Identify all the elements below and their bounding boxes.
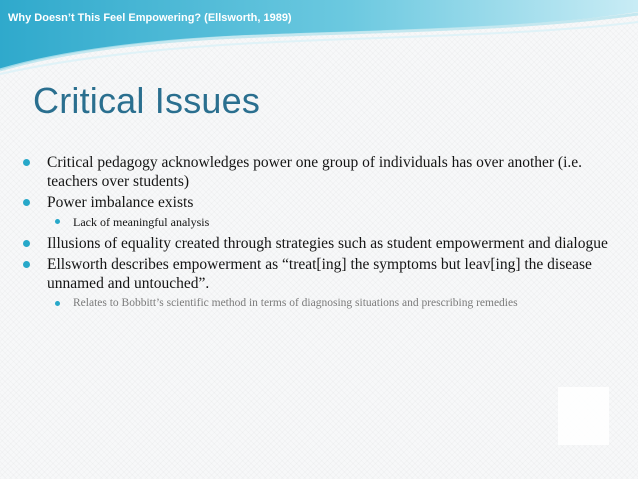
bullet-item: [0, 193, 638, 212]
sub-bullet-dot-icon: [55, 219, 60, 224]
bullet-text: Ellsworth describes empowerment as “treat[ing] the symptoms but leav[ing] the disease unnamed and untouched”.: [47, 256, 592, 292]
bullet-dot-icon: [23, 261, 30, 268]
corner-panel: [558, 387, 609, 445]
bullet-dot-icon: [23, 159, 30, 166]
bullet-list: [0, 153, 638, 316]
bullet-text: Power imbalance exists: [47, 194, 194, 211]
bullet-item: [0, 234, 638, 253]
sub-bullet-text: Lack of meaningful analysis: [73, 215, 210, 229]
slide-title: Critical Issues: [33, 80, 261, 121]
sub-bullet-text: Relates to Bobbitt’s scientific method in terms of diagnosing situations and prescribing remedies: [73, 297, 518, 309]
header-title: Why Doesn’t This Feel Empowering? (Ellsworth, 1989): [8, 12, 292, 24]
bullet-text: Illusions of equality created through strategies such as student empowerment and dialogue: [47, 235, 608, 252]
bullet-item: [0, 255, 638, 293]
bullet-item: [0, 153, 638, 191]
bullet-dot-icon: [23, 240, 30, 247]
sub-bullet-item: [0, 214, 638, 230]
sub-bullet-dot-icon: [55, 301, 60, 306]
bullet-text: Critical pedagogy acknowledges power one group of individuals has over another (i.e. teachers over students): [47, 154, 583, 190]
bullet-dot-icon: [23, 199, 30, 206]
sub-bullet-item: [0, 295, 638, 312]
